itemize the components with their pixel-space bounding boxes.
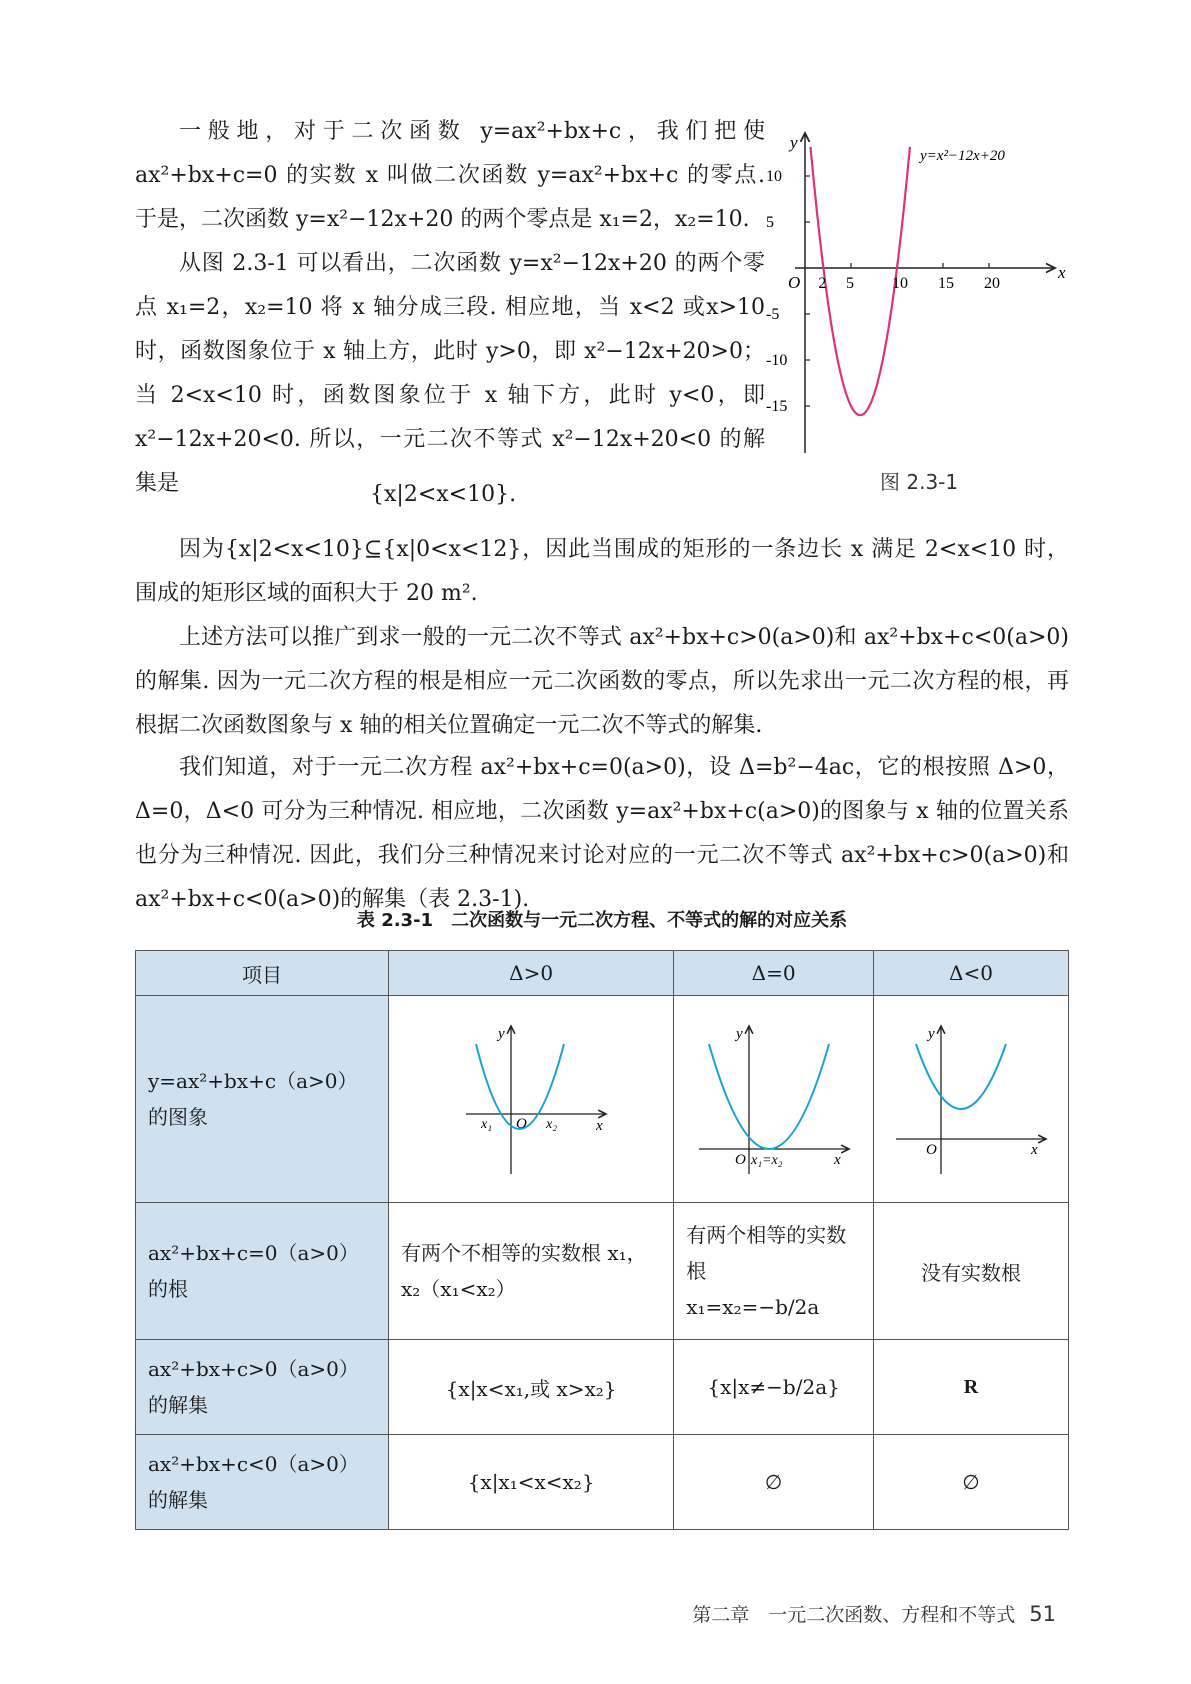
- origin-label: O: [788, 273, 801, 292]
- roots-equal-line2: x₁=x₂=−b/2a: [686, 1295, 820, 1319]
- y-tick-label: -5: [766, 306, 780, 323]
- mini-y-label: y: [927, 1026, 935, 1042]
- roots-equal-line1: 有两个相等的实数根: [686, 1223, 847, 1283]
- graph-two-roots: [446, 1014, 616, 1184]
- graph-no-root: [886, 1014, 1056, 1184]
- less-two-roots-cell: {x|x₁<x<x₂}: [389, 1435, 674, 1530]
- chapter-title: 第二章 一元二次函数、方程和不等式: [692, 1604, 1016, 1626]
- x-tick-label: 20: [984, 275, 1000, 292]
- table-row-graph: [136, 996, 1069, 1203]
- greater-no-root-cell: R: [873, 1340, 1068, 1435]
- mini-x1-label: x₁: [481, 1117, 493, 1132]
- mini-x2-label: x₂: [546, 1117, 558, 1132]
- roots-two-cell: 有两个不相等的实数根 x₁，x₂（x₁<x₂）: [389, 1203, 674, 1340]
- table-row-roots: [136, 1203, 1069, 1340]
- y-tick-label: -15: [766, 398, 788, 415]
- paragraph-zero-point-definition: 一般地，对于二次函数 y=ax²+bx+c，我们把使 ax²+bx+c=0 的实数 x 叫做二次函数 y=ax²+bx+c 的零点. 于是，二次函数 y=x²−12x+20 的两个零点是 x₁=2，x₂=10.: [135, 119, 765, 232]
- mini-origin-label: O: [734, 1152, 746, 1168]
- graph-two-roots-cell: [389, 996, 674, 1203]
- roots-equal-cell: [674, 1203, 874, 1340]
- tick-labels: [766, 168, 1000, 415]
- paragraph-three-cases: 我们知道，对于一元二次方程 ax²+bx+c=0(a>0)，设 Δ=b²−4ac，它的根按照 Δ>0，Δ=0，Δ<0 可分为三种情况. 相应地，二次函数 y=ax²+bx+c(a>0)的图象与 x 轴的位置关系也分为三种情况. 因此，我们分三种情况来讨论对应的一元二次不等式 ax²+bx+c>0(a>0)和 ax²+bx+c<0(a>0)的解集（表 2.3-1).: [135, 755, 1069, 912]
- table-row-less: [136, 1435, 1069, 1530]
- paragraph-subset-conclusion: 因为{x|2<x<10}⊆{x|0<x<12}，因此当围成的矩形的一条边长 x 满足 2<x<10 时，围成的矩形区域的面积大于 20 m².: [135, 537, 1069, 606]
- x-tick-label: 2: [818, 275, 827, 292]
- y-tick-label: 10: [766, 168, 782, 185]
- mini-y-label: y: [498, 1026, 505, 1042]
- correspondence-table: [135, 950, 1069, 1530]
- graph-one-root: [689, 1014, 859, 1184]
- paragraph-generalization: 上述方法可以推广到求一般的一元二次不等式 ax²+bx+c>0(a>0)和 ax²+bx+c<0(a>0)的解集. 因为一元二次方程的根是相应一元二次函数的零点，所以先求出一元二次方程的根，再根据二次函数图象与 x 轴的相关位置确定一元二次不等式的解集.: [135, 625, 1069, 738]
- table-row-greater: [136, 1340, 1069, 1435]
- x-tick-label: 15: [938, 275, 954, 292]
- table-header-row: [136, 951, 1069, 996]
- header-delta-zero: Δ=0: [674, 951, 874, 996]
- paragraph-graph-analysis: 从图 2.3-1 可以看出，二次函数 y=x²−12x+20 的两个零点 x₁=2，x₂=10 将 x 轴分成三段. 相应地，当 x<2 或x>10时，函数图象位于 x 轴上方，此时 y>0，即 x²−12x+20>0；当 2<x<10 时，函数图象位于 x 轴下方，此时 y<0，即 x²−12x+20<0. 所以，一元二次不等式 x²−12x+20<0 的解集是: [135, 251, 765, 496]
- row-label-greater: ax²+bx+c>0（a>0）的解集: [136, 1340, 389, 1435]
- header-delta-negative: Δ<0: [873, 951, 1068, 996]
- x-tick-label: 5: [846, 275, 854, 292]
- header-item: 项目: [136, 951, 389, 996]
- row-label-graph: y=ax²+bx+c（a>0）的图象: [136, 996, 389, 1203]
- curve-label: y=x²−12x+20: [920, 148, 1005, 164]
- mini-x-label: x: [833, 1152, 841, 1168]
- greater-two-roots-cell: {x|x<x₁,或 x>x₂}: [389, 1340, 674, 1435]
- greater-one-root-cell: {x|x≠−b/2a}: [674, 1340, 874, 1435]
- less-no-root-cell: ∅: [873, 1435, 1068, 1530]
- y-tick-label: 5: [766, 214, 774, 231]
- mini-origin-label: O: [516, 1116, 527, 1132]
- mini-x1x2-label: x₁=x₂: [750, 1153, 783, 1168]
- x-axis-label: x: [1058, 263, 1066, 282]
- page-number: 51: [1029, 1602, 1056, 1626]
- mini-x-label: x: [596, 1118, 603, 1134]
- parabola-figure: [766, 128, 1080, 458]
- row-label-roots: ax²+bx+c=0（a>0）的根: [136, 1203, 389, 1340]
- figure-caption: 图 2.3-1: [880, 470, 959, 494]
- x-tick-label: 10: [892, 275, 908, 292]
- y-axis-label: y: [790, 133, 798, 152]
- mini-origin-label: O: [925, 1142, 937, 1158]
- table-caption: 表 2.3-1 二次函数与一元二次方程、不等式的解的对应关系: [356, 910, 848, 931]
- row-label-less: ax²+bx+c<0（a>0）的解集: [136, 1435, 389, 1530]
- y-tick-label: -10: [766, 352, 788, 369]
- solution-set-display: {x|2<x<10}.: [370, 482, 517, 507]
- page-footer: [692, 1600, 1056, 1627]
- less-one-root-cell: ∅: [674, 1435, 874, 1530]
- mini-y-label: y: [735, 1026, 743, 1042]
- graph-no-root-cell: [873, 996, 1068, 1203]
- mini-x-label: x: [1030, 1142, 1038, 1158]
- graph-one-root-cell: [674, 996, 874, 1203]
- roots-none-cell: 没有实数根: [873, 1203, 1068, 1340]
- header-delta-positive: Δ>0: [389, 951, 674, 996]
